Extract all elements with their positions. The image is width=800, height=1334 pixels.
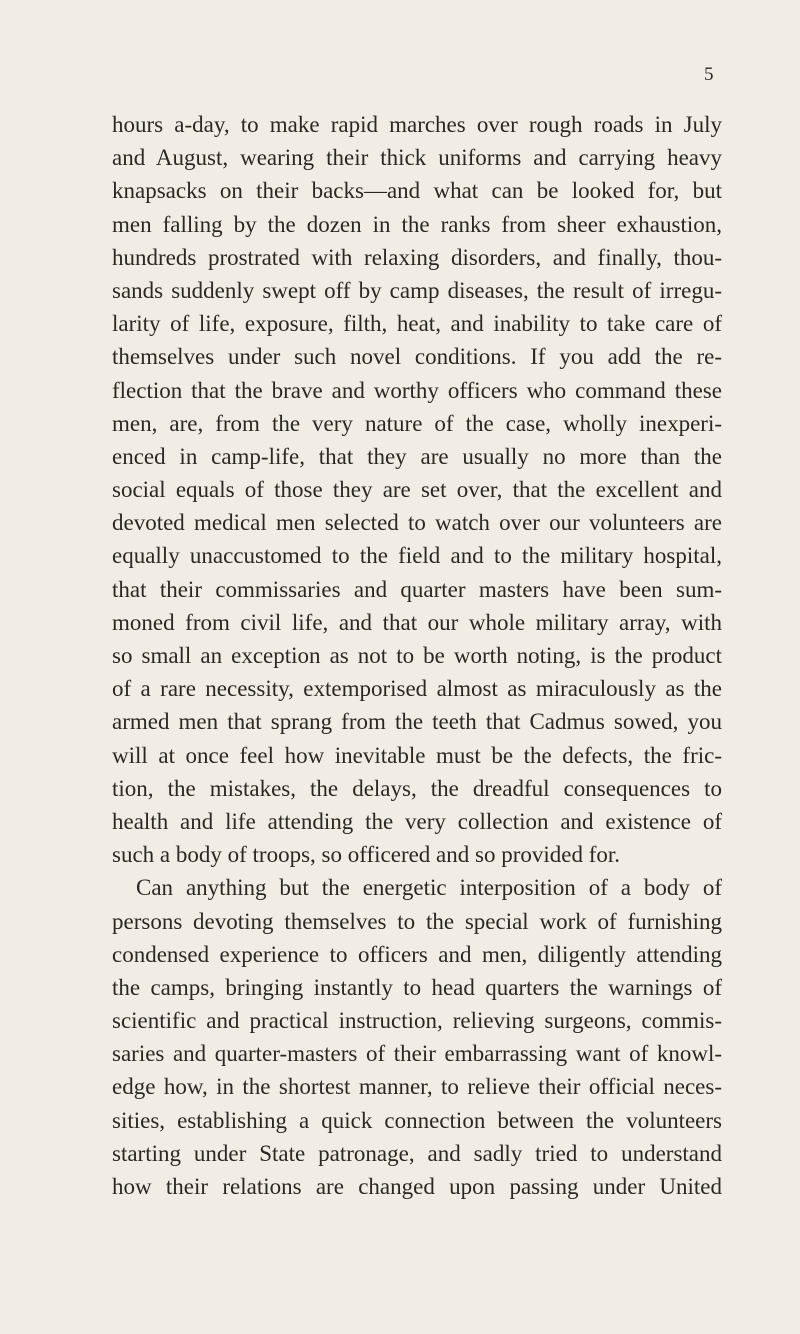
text-line: themselves under such novel conditions. If you add the re- (112, 344, 722, 370)
text-line: men, are, from the very nature of the case, wholly inexperi- (112, 410, 722, 436)
text-line: starting under State patronage, and sadly tried to understand (112, 1140, 722, 1166)
text-line: armed men that sprang from the teeth that Cadmus sowed, you (112, 709, 722, 735)
text-line: social equals of those they are set over, that the excellent and (112, 477, 722, 503)
text-line: the camps, bringing instantly to head quarters the warnings of (112, 974, 722, 1000)
text-line: scientific and practical instruction, relieving surgeons, commis- (112, 1008, 722, 1034)
text-line: saries and quarter-masters of their embarrassing want of knowl- (112, 1041, 722, 1067)
text-line: flection that the brave and worthy officers who command these (112, 377, 722, 403)
text-line: enced in camp-life, that they are usually no more than the (112, 443, 722, 469)
text-line: and August, wearing their thick uniforms and carrying heavy (112, 145, 722, 171)
text-line: condensed experience to officers and men, diligently attending (112, 941, 722, 967)
text-line: men falling by the dozen in the ranks from sheer exhaustion, (112, 211, 722, 237)
text-line: larity of life, exposure, filth, heat, and inability to take care of (112, 311, 722, 337)
text-line: such a body of troops, so officered and so provided for. (112, 842, 621, 868)
text-line: Can anything but the energetic interposition of a body of (136, 875, 722, 901)
text-line: so small an exception as not to be worth noting, is the product (112, 643, 722, 668)
text-line: that their commissaries and quarter masters have been sum- (112, 576, 722, 602)
text-line: how their relations are changed upon passing under United (112, 1174, 722, 1199)
text-line: hours a-day, to make rapid marches over rough roads in July (112, 112, 722, 137)
text-line: edge how, in the shortest manner, to relieve their official neces- (112, 1074, 722, 1100)
text-line: devoted medical men selected to watch over our volunteers are (112, 510, 722, 536)
text-line: sands suddenly swept off by camp diseases, the result of irregu- (112, 277, 722, 303)
text-line: hundreds prostrated with relaxing disorders, and finally, thou- (112, 244, 722, 270)
text-line: will at once feel how inevitable must be the defects, the fric- (112, 742, 722, 768)
text-line: moned from civil life, and that our whole military array, with (112, 609, 722, 635)
text-line: sities, establishing a quick connection between the volunteers (112, 1107, 722, 1133)
text-line: persons devoting themselves to the special work of furnishing (112, 908, 722, 934)
text-line: knapsacks on their backs—and what can be looked for, but (112, 178, 722, 204)
page-number: 5 (704, 64, 714, 85)
text-line: of a rare necessity, extemporised almost as miraculously as the (112, 676, 722, 702)
text-line: tion, the mistakes, the delays, the dreadful consequences to (112, 775, 722, 801)
text-line: equally unaccustomed to the field and to the military hospital, (112, 543, 722, 569)
text-line: health and life attending the very collection and existence of (112, 808, 722, 834)
body-text (112, 108, 722, 1203)
